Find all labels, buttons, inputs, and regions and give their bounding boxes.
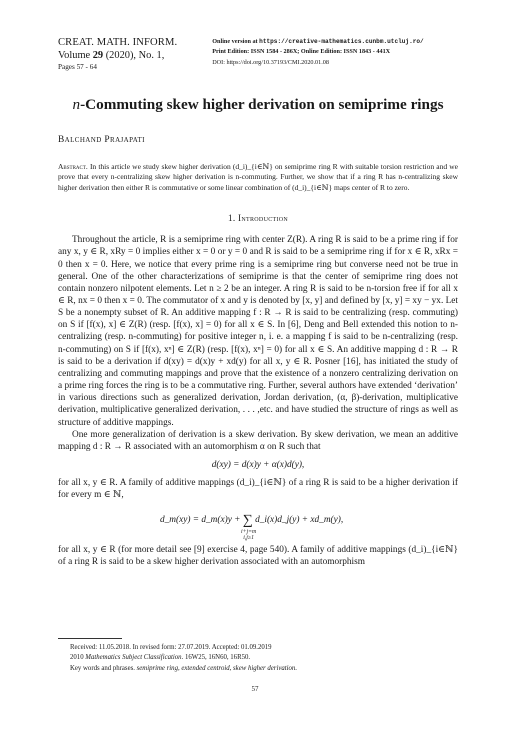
msc-year: 2010: [70, 654, 86, 662]
paper-title: [58, 95, 458, 114]
sum-symbol: ∑: [242, 512, 253, 528]
journal-name: CREAT. MATH. INFORM.: [58, 37, 178, 48]
abstract-text: In this article we study skew higher derivation (d_i)_{i∈ℕ} on semiprime ring R with suitable torsion restriction and we prove that every n-centralizing skew higher derivation is n-commuting. Further, we show that if a ring R has n-centralizing skew higher derivation then either R is commutative or some linear combination of (d_i)_{i∈ℕ} maps center of R to zero.: [58, 162, 458, 192]
title-rest: -Commuting skew higher derivation on semiprime rings: [80, 96, 444, 113]
paragraph-4: for all x, y ∈ R (for more detail see [9] exercise 4, page 540). A family of additive mappings (d_i)_{i∈ℕ} of a ring R is said to be a skew higher derivation associated with an automorphism: [58, 544, 458, 567]
volume-number: 29: [92, 50, 104, 61]
keywords: [58, 664, 458, 674]
online-url-link[interactable]: https://creative-mathematics.cunbm.utcluj.ro/: [259, 38, 424, 45]
sum-limit-2: i,j≥1: [243, 534, 254, 541]
page: [58, 36, 458, 568]
footnote-rule: [58, 638, 122, 639]
online-version: [212, 37, 458, 47]
volume-prefix: Volume: [58, 50, 93, 61]
journal-header: [58, 36, 458, 73]
page-range: Pages 57 - 64: [58, 63, 97, 71]
volume-line: [58, 49, 212, 62]
sum-limit-1: i+j=m: [241, 528, 257, 535]
journal-info: [58, 36, 212, 73]
abstract: [58, 162, 458, 193]
sum-limits: [241, 529, 256, 542]
author-name: Balchand Prajapati: [58, 135, 145, 145]
issn-line: [212, 47, 458, 57]
section-heading: 1. Introduction: [227, 213, 289, 224]
issn-text: Print Edition: ISSN 1584 - 286X; Online Edition: ISSN 1843 - 441X: [212, 48, 391, 56]
abstract-label: Abstract.: [58, 162, 88, 171]
volume-suffix: (2020), No. 1,: [103, 50, 165, 61]
keywords-text: semiprime ring, extended centroid, skew higher derivation.: [134, 664, 298, 672]
online-label: Online version at: [212, 38, 260, 45]
eq-right: d_i(x)d_j(y) + xd_m(y),: [255, 514, 344, 525]
page-number: 57: [251, 685, 259, 693]
keywords-label: Key words and phrases.: [70, 664, 135, 672]
paragraph-3: for all x, y ∈ R. A family of additive mappings (d_i)_{i∈ℕ} of a ring R is said to be a higher derivation if for every m ∈ ℕ,: [58, 478, 458, 501]
equation-main: [160, 514, 343, 527]
body-text: [58, 234, 458, 568]
msc-classification: [58, 653, 458, 663]
equation-skew-derivation: d(xy) = d(x)y + α(x)d(y),: [211, 460, 305, 471]
paragraph-2: One more generalization of derivation is a skew derivation. By skew derivation, we mean an additive mapping d : R → R associated with an automorphism α on R such that: [58, 429, 458, 452]
eq-left: d_m(xy) = d_m(x)y +: [160, 514, 241, 525]
msc-codes: 16W25, 16N60, 16R50.: [183, 654, 251, 662]
paragraph-1: Throughout the article, R is a semiprime ring with center Z(R). A ring R is said to be a prime ring if for any x, y ∈ R, xRy = 0 implies either x = 0 or y = 0 and R is said to be a semiprime ring if for x ∈ R, xRx = 0 then x = 0. Here, we notice that every prime ring is a semiprime ring but converse need not be true in general. One of the other characterizations of semiprime is that the center of semiprime ring does not contain nonzero nilpotent elements. Let n ≥ 2 be an integer. A ring R is said to be n-torsion free if for all x ∈ R, nx = 0 then x = 0. The commutator of x and y is denoted by [x, y] and defined by [x, y] = xy − yx. Let S be a nonempty subset of R. An additive mapping f : R → R is said to be centralizing (resp. commuting) on S if [f(x), x] ∈ Z(R) (resp. [f(x), x] = 0) for all x ∈ S. In [6], Deng and Bell extended this notion to n-centralizing (resp. n-commuting) for positive integer n, i. e. a mapping f is said to be n-centralizing (resp. n-commuting) on S if [f(x), xⁿ] ∈ Z(R) (resp. [f(x), xⁿ] = 0) for all x ∈ S. An additive mapping d : R → R is said to be a derivation if d(xy) = d(x)y + xd(y) for all x, y ∈ R. Posner [16], has initiated the study of centralizing and commuting mappings and prove that the existence of a nonzero centralizing derivation on a prime ring forces the ring is to be a commutative ring. Further, several authors have extended ‘derivation’ in various directions such as generalized derivation, Jordan derivation, (α, β)-derivation, multiplicative derivation, multiplicative generalized derivation, . . . ,etc. and have studied the structure of rings as well as structure of additive mappings.: [58, 235, 458, 428]
received-dates: Received: 11.05.2018. In revised form: 27.07.2019. Accepted: 01.09.2019: [70, 644, 272, 651]
doi-link[interactable]: DOI: https://doi.org/10.37193/CMI.2020.01.08: [212, 58, 329, 66]
msc-label: Mathematics Subject Classification.: [85, 654, 184, 662]
title-n: n: [72, 96, 81, 113]
footnotes: [58, 643, 458, 674]
publication-info: [212, 36, 458, 73]
equation-higher-derivation: [58, 510, 458, 540]
